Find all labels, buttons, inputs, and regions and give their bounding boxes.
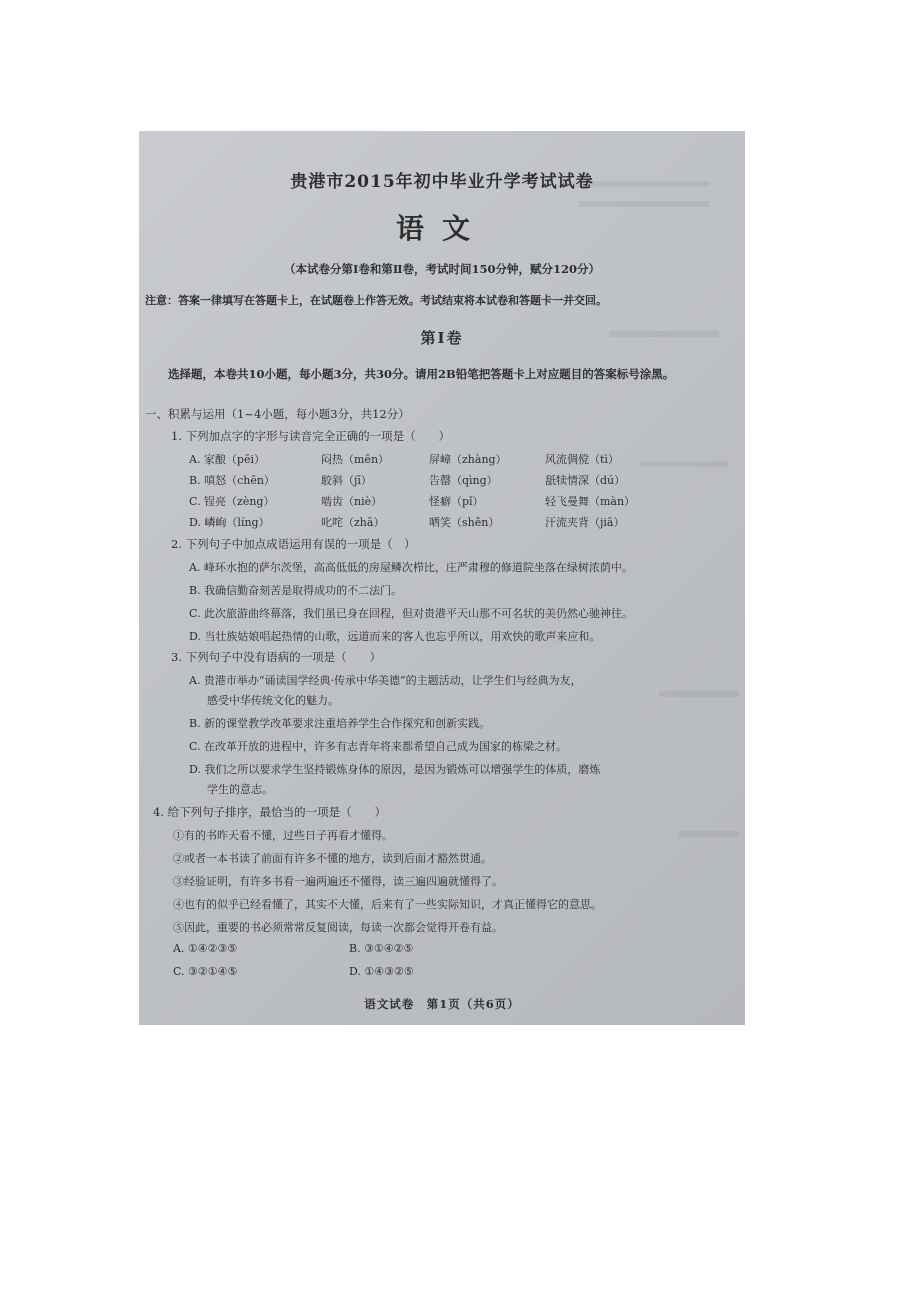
exam-title: 贵港市2015年初中毕业升学考试试卷: [290, 172, 594, 192]
q2-option: A. 峰环水抱的萨尔茨堡，高高低低的房屋鳞次栉比，庄严肃穆的修道院坐落在绿树浓荫中。: [189, 561, 633, 574]
q2-option: C. 此次旅游曲终幕落，我们虽已身在回程，但对贵港平天山那不可名状的美仍然心驰神往。: [189, 607, 634, 620]
q4-choice: B. ③①④②⑤: [349, 942, 414, 955]
page-footer: 语文试卷 第1页（共6页）: [364, 997, 520, 1011]
question-2-stem: 2. 下列句子中加点成语运用有误的一项是（ ）: [171, 537, 416, 551]
q3-option: C. 在改革开放的进程中，许多有志青年将来都希望自己成为国家的栋梁之材。: [189, 740, 568, 753]
exam-info: （本试卷分第Ⅰ卷和第Ⅱ卷，考试时间150分钟，赋分120分）: [283, 262, 601, 276]
q3-option-continued: 感受中华传统文化的魅力。: [207, 694, 339, 707]
question-4-stem: 4. 给下列句子排序，最恰当的一项是（ ）: [153, 805, 387, 819]
q4-choice: C. ③②①④⑤: [173, 965, 238, 978]
q4-choice: D. ①④③②⑤: [349, 965, 414, 978]
question-3-stem: 3. 下列句子中没有语病的一项是（ ）: [171, 650, 382, 664]
question-1-stem: 1. 下列加点字的字形与读音完全正确的一项是（ ）: [171, 429, 451, 443]
q1-option: C. 锃亮（zèng）: [189, 495, 275, 508]
q1-option: 轻飞曼舞（màn）: [545, 495, 636, 508]
q1-option: A. 家酿（pēi）: [189, 453, 266, 466]
q4-sentence: ④也有的似乎已经看懂了，其实不大懂，后来有了一些实际知识，才真正懂得它的意思。: [173, 898, 602, 911]
exam-paper-photo: [139, 131, 745, 1025]
q1-option: 屏嶂（zhàng）: [429, 453, 507, 466]
q1-option: 舐犊情深（dú）: [545, 474, 626, 487]
section-heading: 一、积累与运用（1~4小题，每小题3分，共12分）: [145, 407, 410, 421]
q1-option: 告罄（qìng）: [429, 474, 498, 487]
q1-option: 怪癖（pǐ）: [429, 495, 484, 508]
part-intro: 选择题，本卷共10小题，每小题3分，共30分。请用2B铅笔把答题卡上对应题目的答案标号涂黑。: [168, 367, 675, 381]
q1-option: 闷热（mēn）: [321, 453, 390, 466]
q1-option: 风流倜傥（tì）: [545, 453, 619, 466]
q4-sentence: ②或者一本书读了前面有许多不懂的地方，读到后面才豁然贯通。: [173, 852, 492, 865]
q1-option: 駮斜（jī）: [321, 474, 372, 487]
q2-option: D. 当壮族姑娘唱起热情的山歌，远道而来的客人也忘乎所以，用欢快的歌声来应和。: [189, 630, 601, 643]
q1-option: 叱咤（zhā）: [321, 516, 385, 529]
q3-option: A. 贵港市举办“诵读国学经典·传承中华美德”的主题活动，让学生们与经典为友，: [189, 674, 582, 687]
q1-option: B. 嗔怒（chēn）: [189, 474, 275, 487]
q3-option-continued: 学生的意志。: [207, 783, 273, 796]
q2-option: B. 我确信勤奋刻苦是取得成功的不二法门。: [189, 584, 403, 597]
q1-option: D. 嶙峋（líng）: [189, 516, 270, 529]
q4-sentence: ⑤因此，重要的书必须常常反复阅读，每读一次都会觉得开卷有益。: [173, 921, 503, 934]
subject-title: 语文: [395, 212, 488, 245]
q3-option: D. 我们之所以要求学生坚持锻炼身体的原因，是因为锻炼可以增强学生的体质，磨炼: [189, 763, 601, 776]
q1-option: 哂笑（shěn）: [429, 516, 500, 529]
q3-option: B. 新的课堂教学改革要求注重培养学生合作探究和创新实践。: [189, 717, 491, 730]
q4-choice: A. ①④②③⑤: [173, 942, 238, 955]
exam-notice: 注意：答案一律填写在答题卡上，在试题卷上作答无效。考试结束将本试卷和答题卡一并交回。: [145, 294, 607, 307]
q1-option: 啮齿（niè）: [321, 495, 383, 508]
q1-option: 汗流夹背（jiā）: [545, 516, 625, 529]
q4-sentence: ③经验证明，有许多书看一遍两遍还不懂得，读三遍四遍就懂得了。: [173, 875, 503, 888]
part-heading: 第Ⅰ卷: [420, 329, 464, 347]
q4-sentence: ①有的书昨天看不懂，过些日子再看才懂得。: [173, 829, 393, 842]
